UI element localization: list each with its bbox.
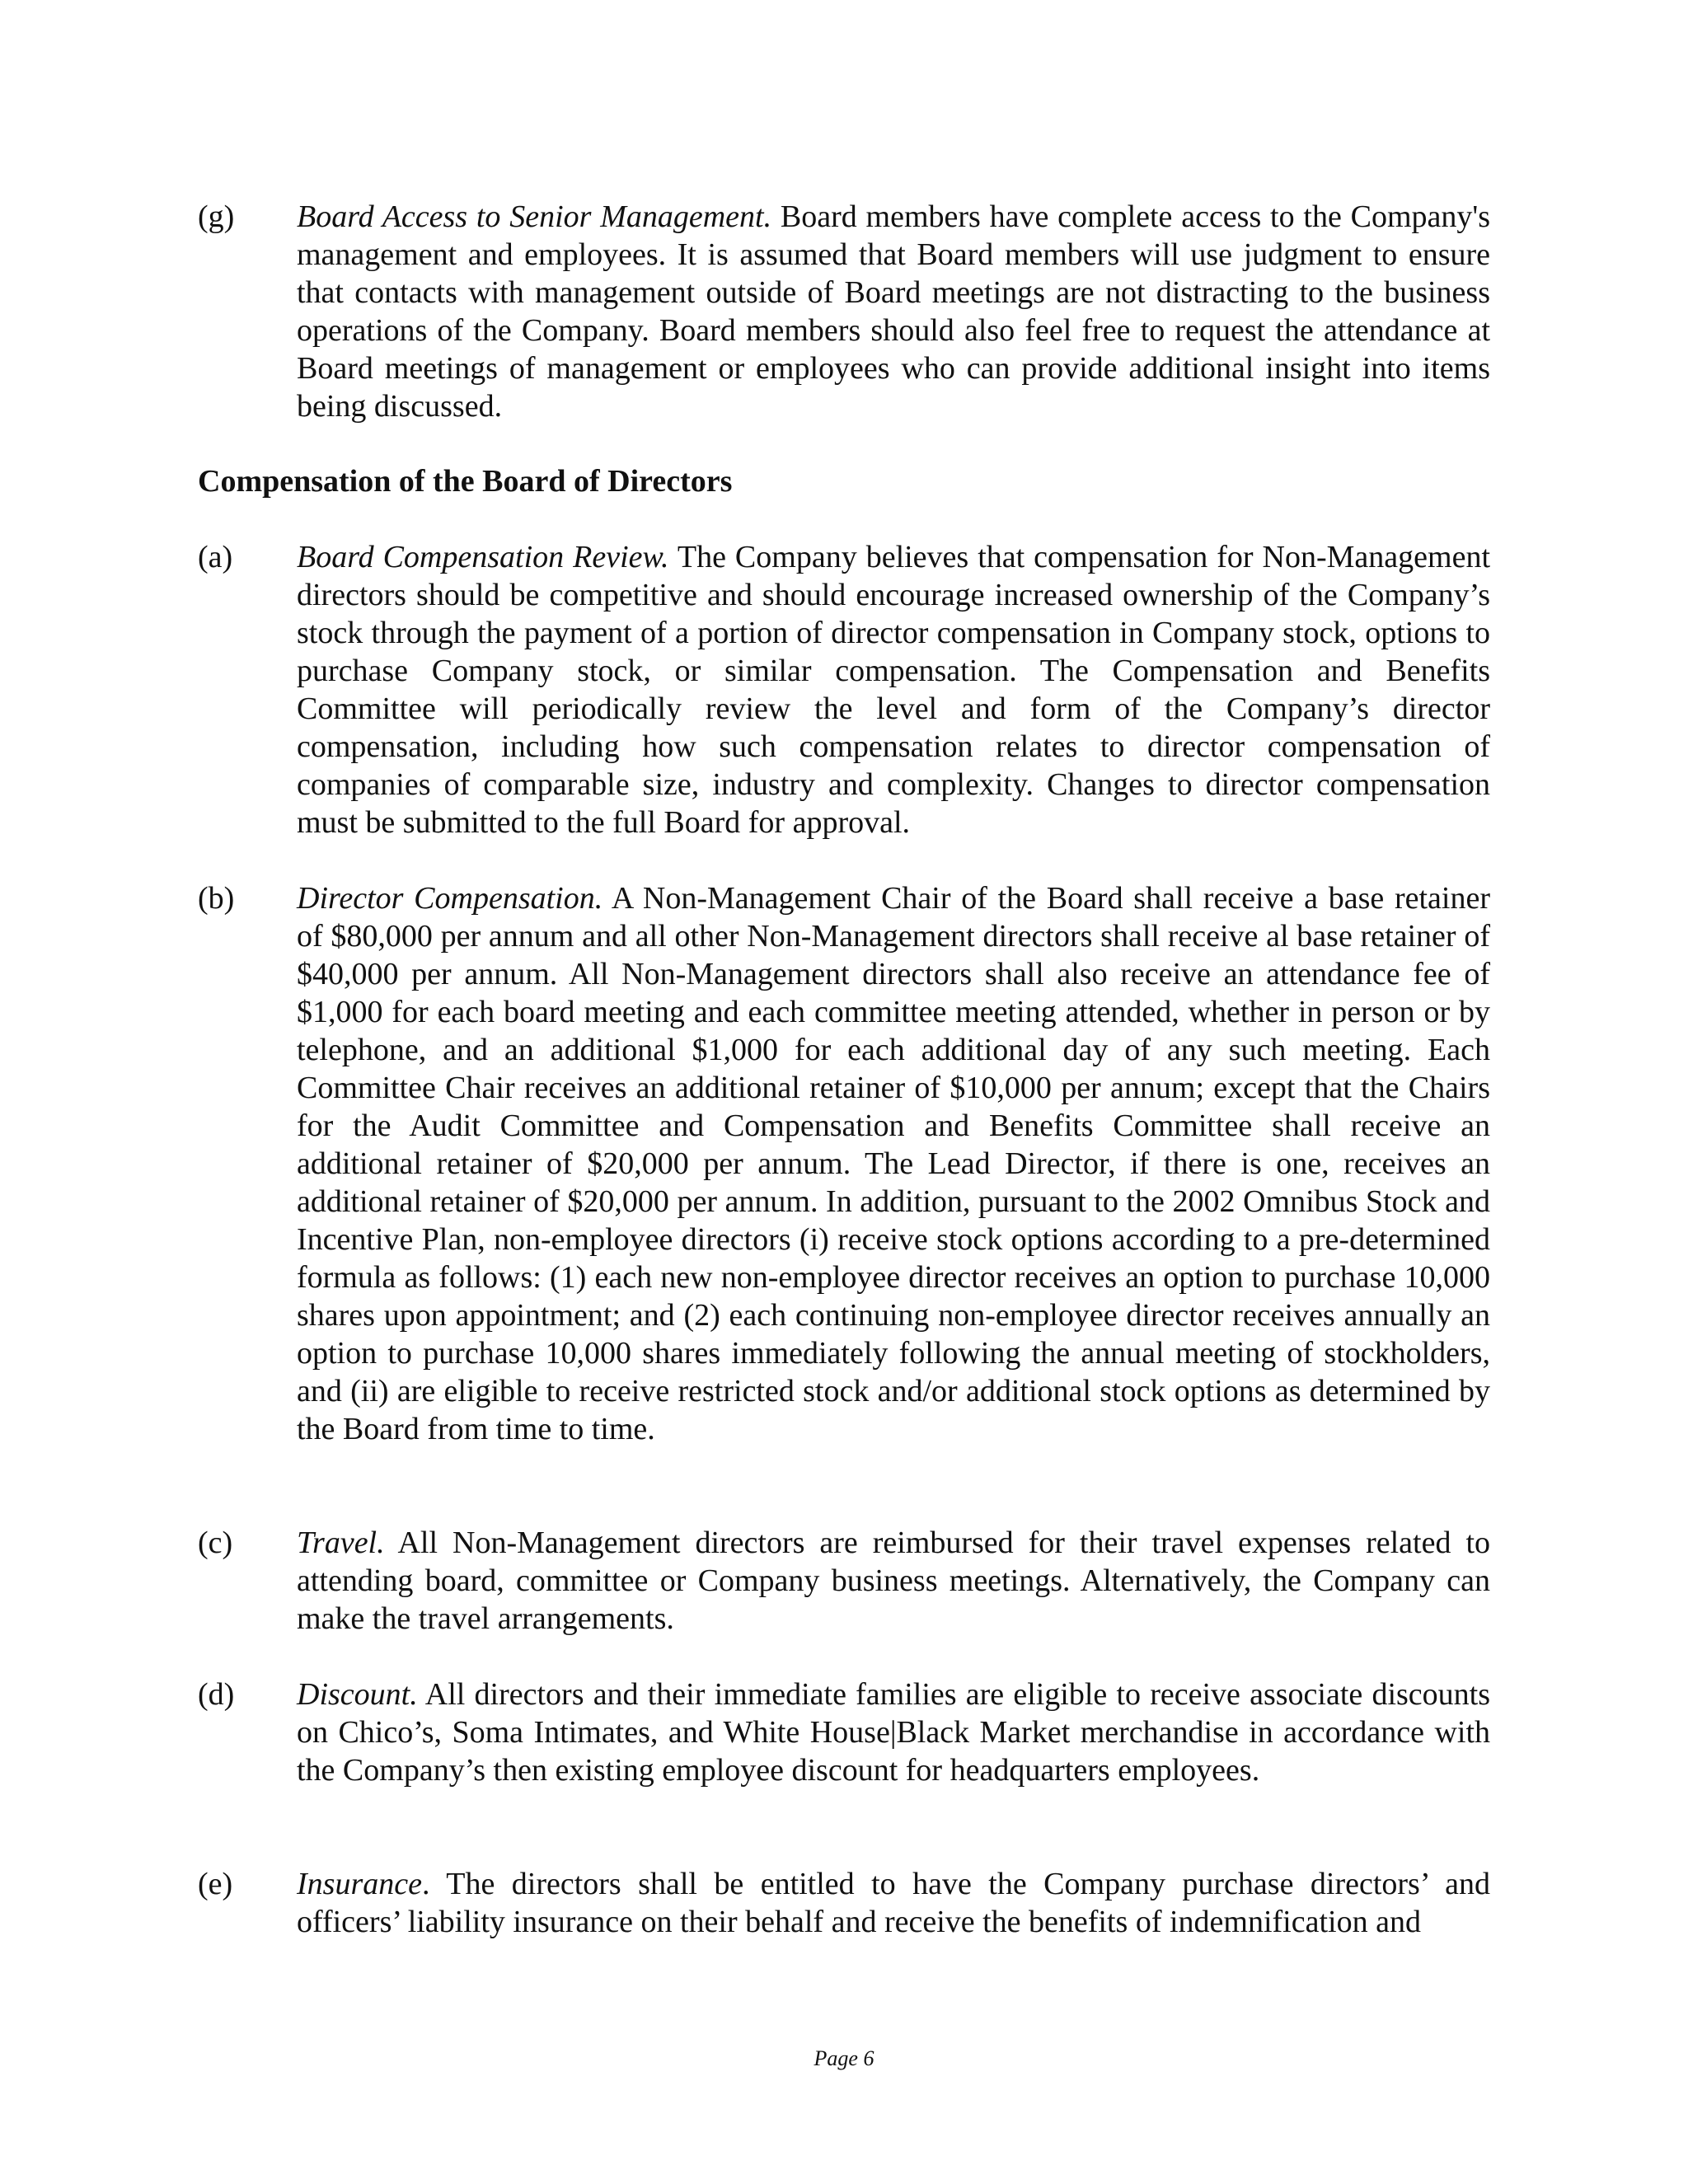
item-text: Board members have complete access to the Company's management and employees. It is assumed that Board members will use judgment to ensure that contacts with management outside of Board meetings are not distracting to the business operations of the Company. Board members should also feel free to request the attendance at Board meetings of management or employees who can provide additional insight into items being discussed. [297, 199, 1490, 424]
item-body [297, 1675, 1490, 1789]
item-title: Board Access to Senior Management. [297, 199, 772, 234]
item-title: Board Compensation Review. [297, 540, 669, 574]
item-label: (a) [198, 540, 233, 574]
item-body [297, 879, 1490, 1448]
item-title: Director Compensation. [297, 881, 603, 916]
item-label: (e) [198, 1867, 233, 1901]
item-body [297, 538, 1490, 841]
item-body [297, 1865, 1490, 1941]
item-title: Insurance [297, 1867, 422, 1901]
item-text: . The directors shall be entitled to have the Company purchase directors’ and officers’ liability insurance on their behalf and receive the benefits of indemnification and [297, 1867, 1490, 1939]
item-label: (b) [198, 881, 235, 916]
item-title: Travel. [297, 1526, 385, 1560]
item-body [297, 198, 1490, 425]
item-text: A Non-Management Chair of the Board shall receive a base retainer of $80,000 per annum and all other Non-Management directors shall receive al base retainer of $40,000 per annum. All Non-Management directors shall also receive an attendance fee of $1,000 for each board meeting and each committee meeting attended, whether in person or by telephone, and an additional $1,000 for each additional day of any such meeting. Each Committee Chair receives an additional retainer of $10,000 per annum; except that the Chairs for the Audit Committee and Compensation and Benefits Committee shall receive an additional retainer of $20,000 per annum. The Lead Director, if there is one, receives an additional retainer of $20,000 per annum. In addition, pursuant to the 2002 Omnibus Stock and Incentive Plan, non-employee directors (i) receive stock options according to a pre-determined formula as follows: (1) each new non-employee director receives an option to purchase 10,000 shares upon appointment; and (2) each continuing non-employee director receives annually an option to purchase 10,000 shares immediately following the annual meeting of stockholders, and (ii) are eligible to receive restricted stock and/or additional stock options as determined by the Board from time to time. [297, 881, 1491, 1446]
item-label: (d) [198, 1677, 235, 1712]
item-title: Discount. [297, 1677, 418, 1712]
item-text: The Company believes that compensation for Non-Management directors should be competitive and should encourage increased ownership of the Company’s stock through the payment of a portion of director compensation in Company stock, options to purchase Company stock, or similar compensation. The Compensation and Benefits Committee will periodically review the level and form of the Company’s director compensation, including how such compensation relates to director compensation of companies of comparable size, industry and complexity. Changes to director compensation must be submitted to the full Board for approval. [297, 540, 1491, 840]
section-heading-compensation: Compensation of the Board of Directors [198, 464, 733, 499]
item-text: All Non-Management directors are reimbursed for their travel expenses related to attending board, committee or Company business meetings. Alternatively, the Company can make the travel arrangements. [297, 1526, 1490, 1636]
item-text: All directors and their immediate families are eligible to receive associate discounts on Chico’s, Soma Intimates, and White House|Black Market merchandise in accordance with the Company’s then existing employee discount for headquarters employees. [297, 1677, 1490, 1788]
item-body [297, 1524, 1490, 1638]
item-label: (g) [198, 199, 235, 234]
page-number: Page 6 [814, 2046, 874, 2070]
item-label: (c) [198, 1526, 233, 1560]
